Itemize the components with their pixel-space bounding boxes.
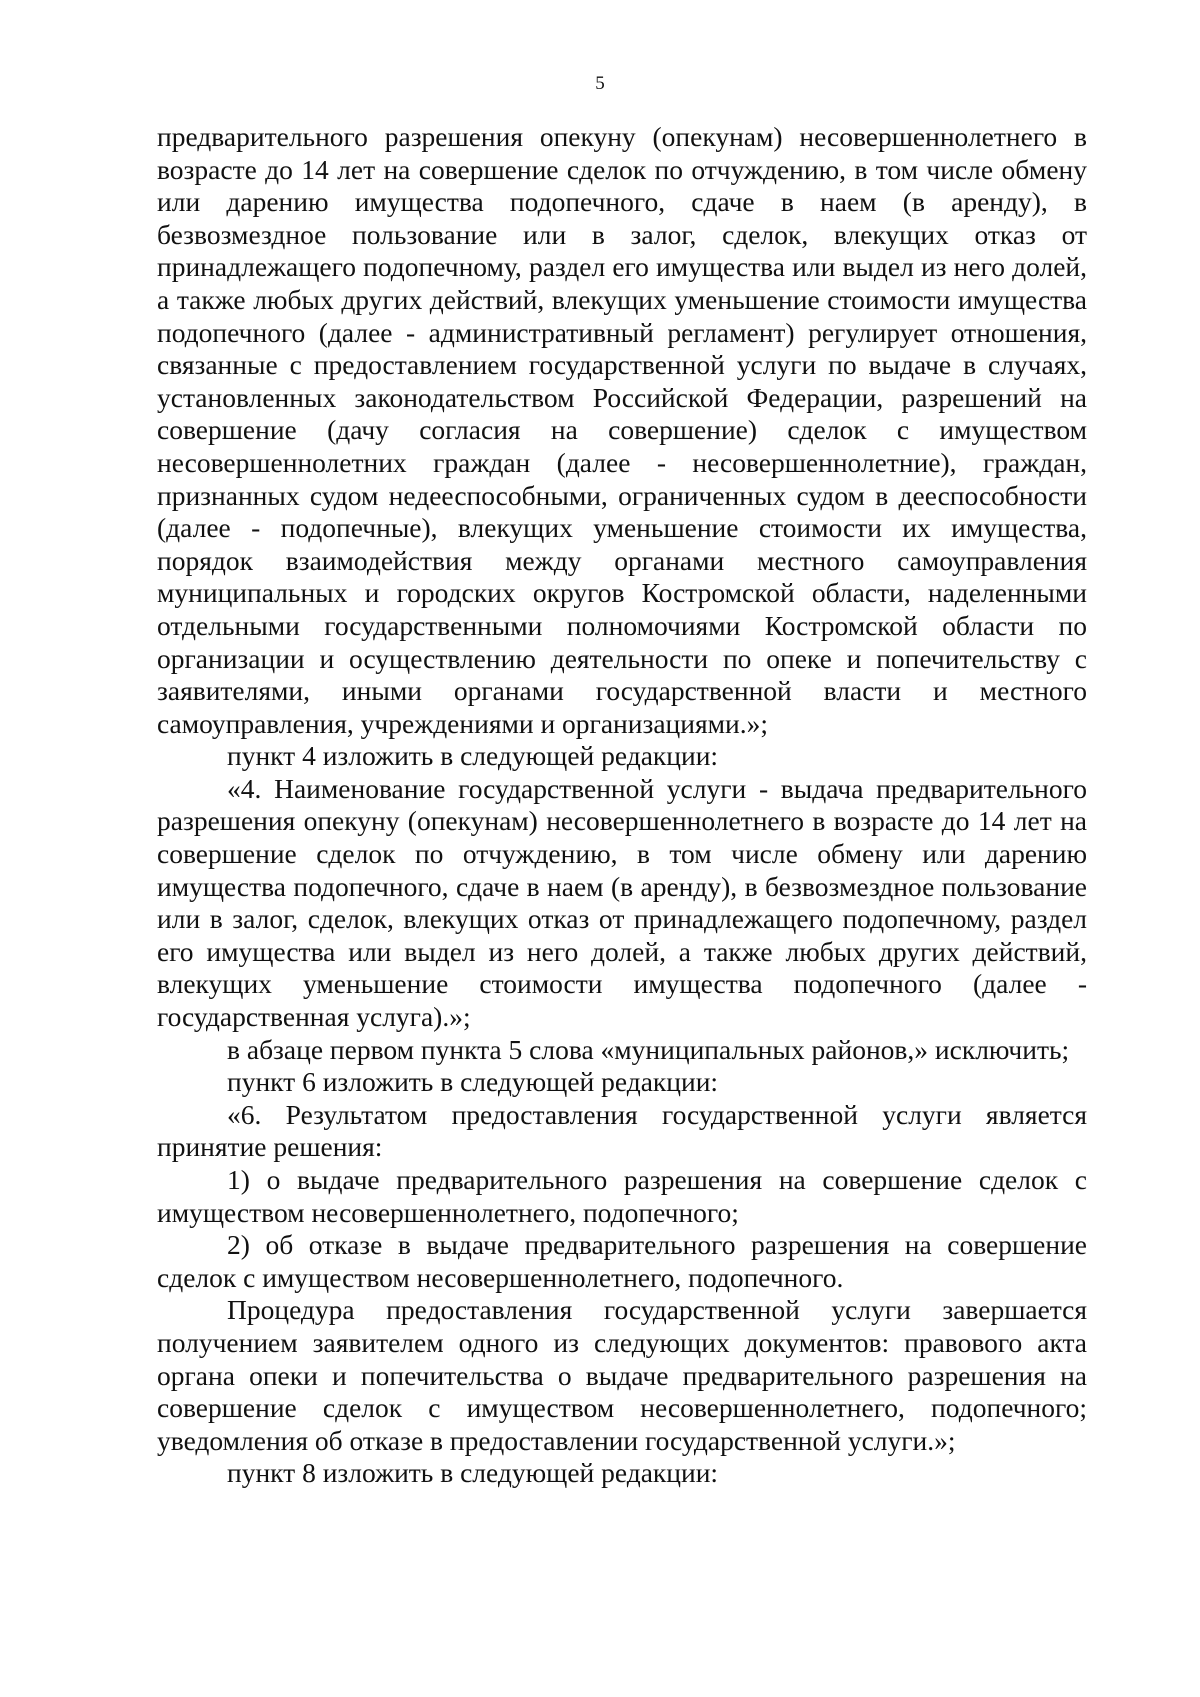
paragraph-item-6-subitem-2: 2) об отказе в выдаче предварительного разрешения на совершение сделок с имуществом несовершеннолетнего, подопечного. [157, 1229, 1087, 1293]
page-number: 5 [595, 73, 605, 94]
paragraph-item-6-intro: пункт 6 изложить в следующей редакции: [227, 1066, 719, 1098]
paragraph-regulation-scope: предварительного разрешения опекуну (опекунам) несовершеннолетнего в возрасте до 14 лет на совершение сделок по отчуждению, в том числе обмену или дарению имущества подопечного, сдаче в наем (в аренду), в безвозмездное пользование или в залог, сделок, влекущих отказ от принадлежащего подопечному, раздел его имущества или выдел из него долей, а также любых других действий, влекущих уменьшение стоимости имущества подопечного (далее - административный регламент) регулирует отношения, связанные с предоставлением государственной услуги по выдаче в случаях, установленных законодательством Российской Федерации, разрешений на совершение (дачу согласия на совершение) сделок с имуществом несовершеннолетних граждан (далее - несовершеннолетние), граждан, признанных судом недееспособными, ограниченных судом в дееспособности (далее - подопечные), влекущих уменьшение стоимости их имущества, порядок взаимодействия между органами местного самоуправления муниципальных и городских округов Костромской области, наделенными отдельными государственными полномочиями Костромской области по организации и осуществлению деятельности по опеке и попечительству с заявителями, иными органами государственной власти и местного самоуправления, учреждениями и организациями.»; [157, 121, 1087, 739]
paragraph-item-6-subitem-1: 1) о выдаче предварительного разрешения на совершение сделок с имуществом несовершеннолетнего, подопечного; [157, 1164, 1087, 1228]
paragraph-item-5-amendment: в абзаце первом пункта 5 слова «муниципальных районов,» исключить; [227, 1033, 1070, 1065]
document-body [157, 121, 1087, 1490]
paragraph-item-4-text: «4. Наименование государственной услуги - выдача предварительного разрешения опекуну (опекунам) несовершеннолетнего в возрасте до 14 лет на совершение сделок по отчуждению, в том числе обмену или дарению имущества подопечного, сдаче в наем (в аренду), в безвозмездное пользование или в залог, сделок, влекущих отказ от принадлежащего подопечному, раздел его имущества или выдел из него долей, а также любых других действий, влекущих уменьшение стоимости имущества подопечного (далее - государственная услуга).»; [157, 772, 1087, 1033]
paragraph-item-6-text: «6. Результатом предоставления государственной услуги является принятие решения: [157, 1098, 1087, 1163]
paragraph-procedure-completion: Процедура предоставления государственной услуги завершается получением заявителем одного из следующих документов: правового акта органа опеки и попечительства о выдаче предварительного разрешения на совершение сделок с имуществом несовершеннолетнего, подопечного; уведомления об отказе в предоставлении государственной услуги.»; [157, 1294, 1087, 1456]
paragraph-item-4-intro: пункт 4 изложить в следующей редакции: [227, 740, 719, 772]
paragraph-item-8-intro: пункт 8 изложить в следующей редакции: [227, 1457, 719, 1489]
